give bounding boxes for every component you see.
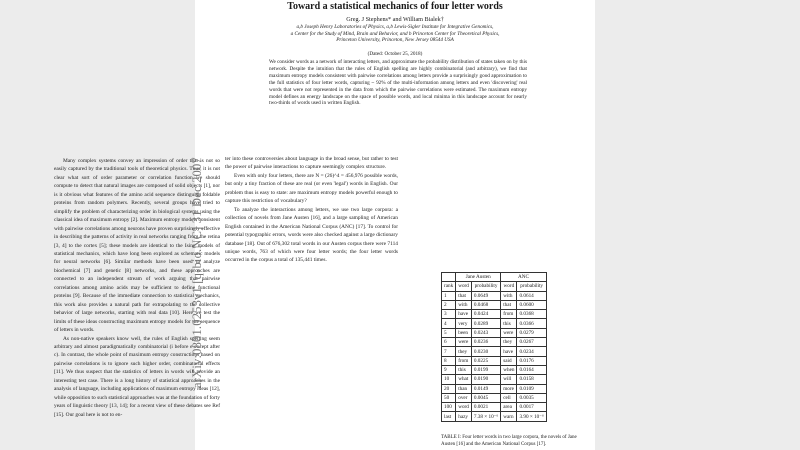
table-cell: 0.0225 [471, 356, 500, 365]
table-cell: 7.38 × 10⁻⁶ [471, 412, 500, 421]
table-row [442, 291, 547, 300]
table-cell: 0.0176 [517, 356, 546, 365]
table-cell: from [456, 356, 472, 365]
table-cell: 3 [442, 310, 456, 319]
table-cell: 0.0424 [471, 310, 500, 319]
table-cell: 0.0190 [471, 375, 500, 384]
table-cell: hazy [456, 412, 472, 421]
table-cell: 0.0366 [517, 319, 546, 328]
table-cell: said [501, 356, 517, 365]
table-cell: very [456, 319, 472, 328]
table-row [442, 300, 547, 309]
table-cell: 0.0468 [471, 300, 500, 309]
right-column [225, 155, 398, 265]
table-cell: 3.90 × 10⁻⁶ [517, 412, 546, 421]
table-cell: 0.0230 [471, 347, 500, 356]
table-cell: 0.0649 [471, 291, 500, 300]
body-paragraph: To analyze the interactions among letters, we use two large corpora: a collection of novels from Jane Austen [16], and a large sampling of American English contained in the American National Corpus (ANC) [17]. To control for potential typographic errors, words were also checked against a large dictionary database [18]. Out of 676,302 total words in our Austen corpus there were 7114 unique words, 763 of which were four letter words; the four letter words occurred in the corpus a total of 135,441 times. [225, 206, 398, 264]
table-cell: with [456, 300, 472, 309]
table-header-cell: word [456, 282, 472, 291]
table-row [442, 375, 547, 384]
table-row [442, 365, 547, 374]
table-cell: 5 [442, 328, 456, 337]
table-cell: 50 [442, 393, 456, 402]
affiliation-line: Princeton University, Princeton, New Jersey 08544 USA [336, 37, 454, 44]
affiliation-line: a Center for the Study of Mind, Brain and Behavior, and b Princeton Center for Theoretical Physics, [290, 30, 500, 37]
arxiv-identifier: arXiv:0801.0253v1 [q-bio.NC] 31 Dec 2007 [190, 157, 204, 388]
abstract: We consider words as a network of interacting letters, and approximate the probability distribution of states taken on by this network. Despite the intuition that the rules of English spelling are highly combinatorial (and arbitrary), we find that maximum entropy models consistent with pairwise correlations among letters provide a surprisingly good approximation to the full statistics of four letter words, capturing ~ 92% of the multi-information among letters and even 'discovering' real words that were not represented in the data from which the pairwise correlations were estimated. The maximum entropy model defines an energy landscape on the space of possible words, and local minima in this landscape account for nearly two-thirds of words used in written English. [269, 59, 527, 107]
table-cell: 0.0021 [471, 403, 500, 412]
table-group-header: Jane Austen [456, 273, 501, 282]
table-cell: 10 [442, 375, 456, 384]
table-cell: last [442, 412, 456, 421]
table-cell: 0.0017 [517, 403, 546, 412]
table-cell: word [456, 403, 472, 412]
table-group-header: ANC [501, 273, 547, 282]
table-row [442, 412, 547, 421]
table-cell: were [501, 328, 517, 337]
affiliation-line: a,b Joseph Henry Laboratories of Physics, a,b Lewis-Sigler Institute for Integrative Genomics, [296, 24, 494, 30]
body-paragraph: ter into these controversies about language in the broad sense, but rather to test the power of pairwise interactions to capture seemingly complex structure. [225, 156, 398, 171]
table-cell: 9 [442, 365, 456, 374]
table-cell: 0.0164 [517, 365, 546, 374]
table-cell: 8 [442, 356, 456, 365]
table-row [442, 310, 547, 319]
table-cell: they [501, 338, 517, 347]
table-row [442, 393, 547, 402]
table-header-row [442, 282, 547, 291]
table-cell: 0.0199 [471, 365, 500, 374]
dated-line: (Dated: October 25, 2018) [367, 51, 423, 57]
table-cell: were [456, 338, 472, 347]
table-cell: 0.0045 [471, 393, 500, 402]
table-cell: 1 [442, 291, 456, 300]
table-cell: 0.0279 [517, 328, 546, 337]
table-cell: 0.0149 [471, 384, 500, 393]
table-header-cell: rank [442, 282, 456, 291]
table-cell: 6 [442, 338, 456, 347]
affiliations [195, 24, 595, 44]
table-header-cell [442, 273, 456, 282]
table-cell: more [501, 384, 517, 393]
table-cell: than [456, 384, 472, 393]
table-caption: TABLE I: Four letter words in two large corpora, the novels of Jane Austen [16] and the American National Corpus [17]. [441, 435, 577, 447]
table-cell: 0.0289 [471, 319, 500, 328]
table-cell: 20 [442, 384, 456, 393]
table-cell: 100 [442, 403, 456, 412]
table-cell: will [501, 375, 517, 384]
table-cell: that [501, 300, 517, 309]
table-cell: this [456, 365, 472, 374]
table-cell: this [501, 319, 517, 328]
table-cell: have [456, 310, 472, 319]
table-cell: they [456, 347, 472, 356]
table-body [442, 291, 547, 421]
table-cell: 0.0234 [517, 347, 546, 356]
paper-title: Toward a statistical mechanics of four letter words [287, 1, 503, 12]
table-row [442, 338, 547, 347]
table-cell: 0.0109 [517, 384, 546, 393]
table-cell: 4 [442, 319, 456, 328]
table-cell: 0.0368 [517, 310, 546, 319]
body-paragraph: Even with only four letters, there are N = (26)^4 = 456,976 possible words, but only a tiny fraction of these are real (or even 'legal') words in English. Our problem thus is easy to state: are maximum entropy models powerful enough to capture this restriction of vocabulary? [225, 172, 398, 205]
table-row [442, 356, 547, 365]
table-cell: been [456, 328, 472, 337]
table-cell: 0.0614 [517, 291, 546, 300]
table-cell: from [501, 310, 517, 319]
table-header-cell: probability [517, 282, 546, 291]
table-cell: 0.0243 [471, 328, 500, 337]
table-cell: 0.0035 [517, 393, 546, 402]
table-header-cell: word [501, 282, 517, 291]
table-header-cell: probability [471, 282, 500, 291]
table-cell: 2 [442, 300, 456, 309]
table-cell: have [501, 347, 517, 356]
table-row [442, 347, 547, 356]
table-cell: 7 [442, 347, 456, 356]
table-cell: 0.0158 [517, 375, 546, 384]
table-cell: 0.0267 [517, 338, 546, 347]
table-cell: area [501, 403, 517, 412]
table-cell: when [501, 365, 517, 374]
paper-authors: Greg. J Stephens* and William Bialek† [346, 16, 444, 23]
body-paragraph: As non-native speakers know well, the rules of English spelling seem arbitrary and almost paradigmatically combinatorial (i before e except after c). In contrast, the whole point of maximum entropy constructions based on pairwise correlations is to ignore such higher order, combinatorial effects [11]. We thus suspect that the statistics of letters in words will provide an interesting test case. There is a long history of statistical approaches in the analysis of language, including applications of maximum entropy ideas [12], while opposition to such statistical approaches was at the foundation of forty years of linguistic theory [13, 14]; for a recent view of these debates see Ref [15]. Our goal here is not to en- [54, 335, 220, 418]
table-cell: with [501, 291, 517, 300]
table-cell: cell [501, 393, 517, 402]
table-cell: that [456, 291, 472, 300]
table-row [442, 328, 547, 337]
table-row [442, 384, 547, 393]
table-cell: what [456, 375, 472, 384]
table-row [442, 403, 547, 412]
body-paragraph: Many complex systems convey an impression of order that is not so easily captured by the traditional tools of theoretical physics. Thus, it is not clear what sort of order parameter or correlation function we should compute to detect that natural images are composed of solid objects [1], nor is it obvious what features of the amino acid sequence distinguish foldable proteins from random polymers. Recently, several groups have tried to simplify the problem of characterizing order in biological systems using the classical idea of maximum entropy [2]. Maximum entropy models consistent with pairwise correlations among neurons have proven surprisingly effective in describing the patterns of activity in real networks ranging from the retina [3, 4] to the cortex [5]; these models are identical to the Ising models of statistical mechanics, which have long been explored as schematic models for neural networks [6]. Similar methods have been used to analyze biochemical [7] and genetic [8] networks, and these approaches are connected to an independent stream of work arguing that pairwise correlations among amino acids may be sufficient to define functional proteins [9]. Because of the immediate connection to statistical mechanics, this work also provides a natural path for extrapolating to the collective behavior of large networks, starting with real data [10]. Here we test the limits of these ideas constructing maximum entropy models for the sequence of letters in words. [54, 158, 220, 334]
word-frequency-table [441, 272, 547, 422]
table-cell: over [456, 393, 472, 402]
table-cell: 0.0236 [471, 338, 500, 347]
table-row [442, 319, 547, 328]
table-cell: 0.0600 [517, 300, 546, 309]
table-group-header-row [442, 273, 547, 282]
table-cell: warn [501, 412, 517, 421]
